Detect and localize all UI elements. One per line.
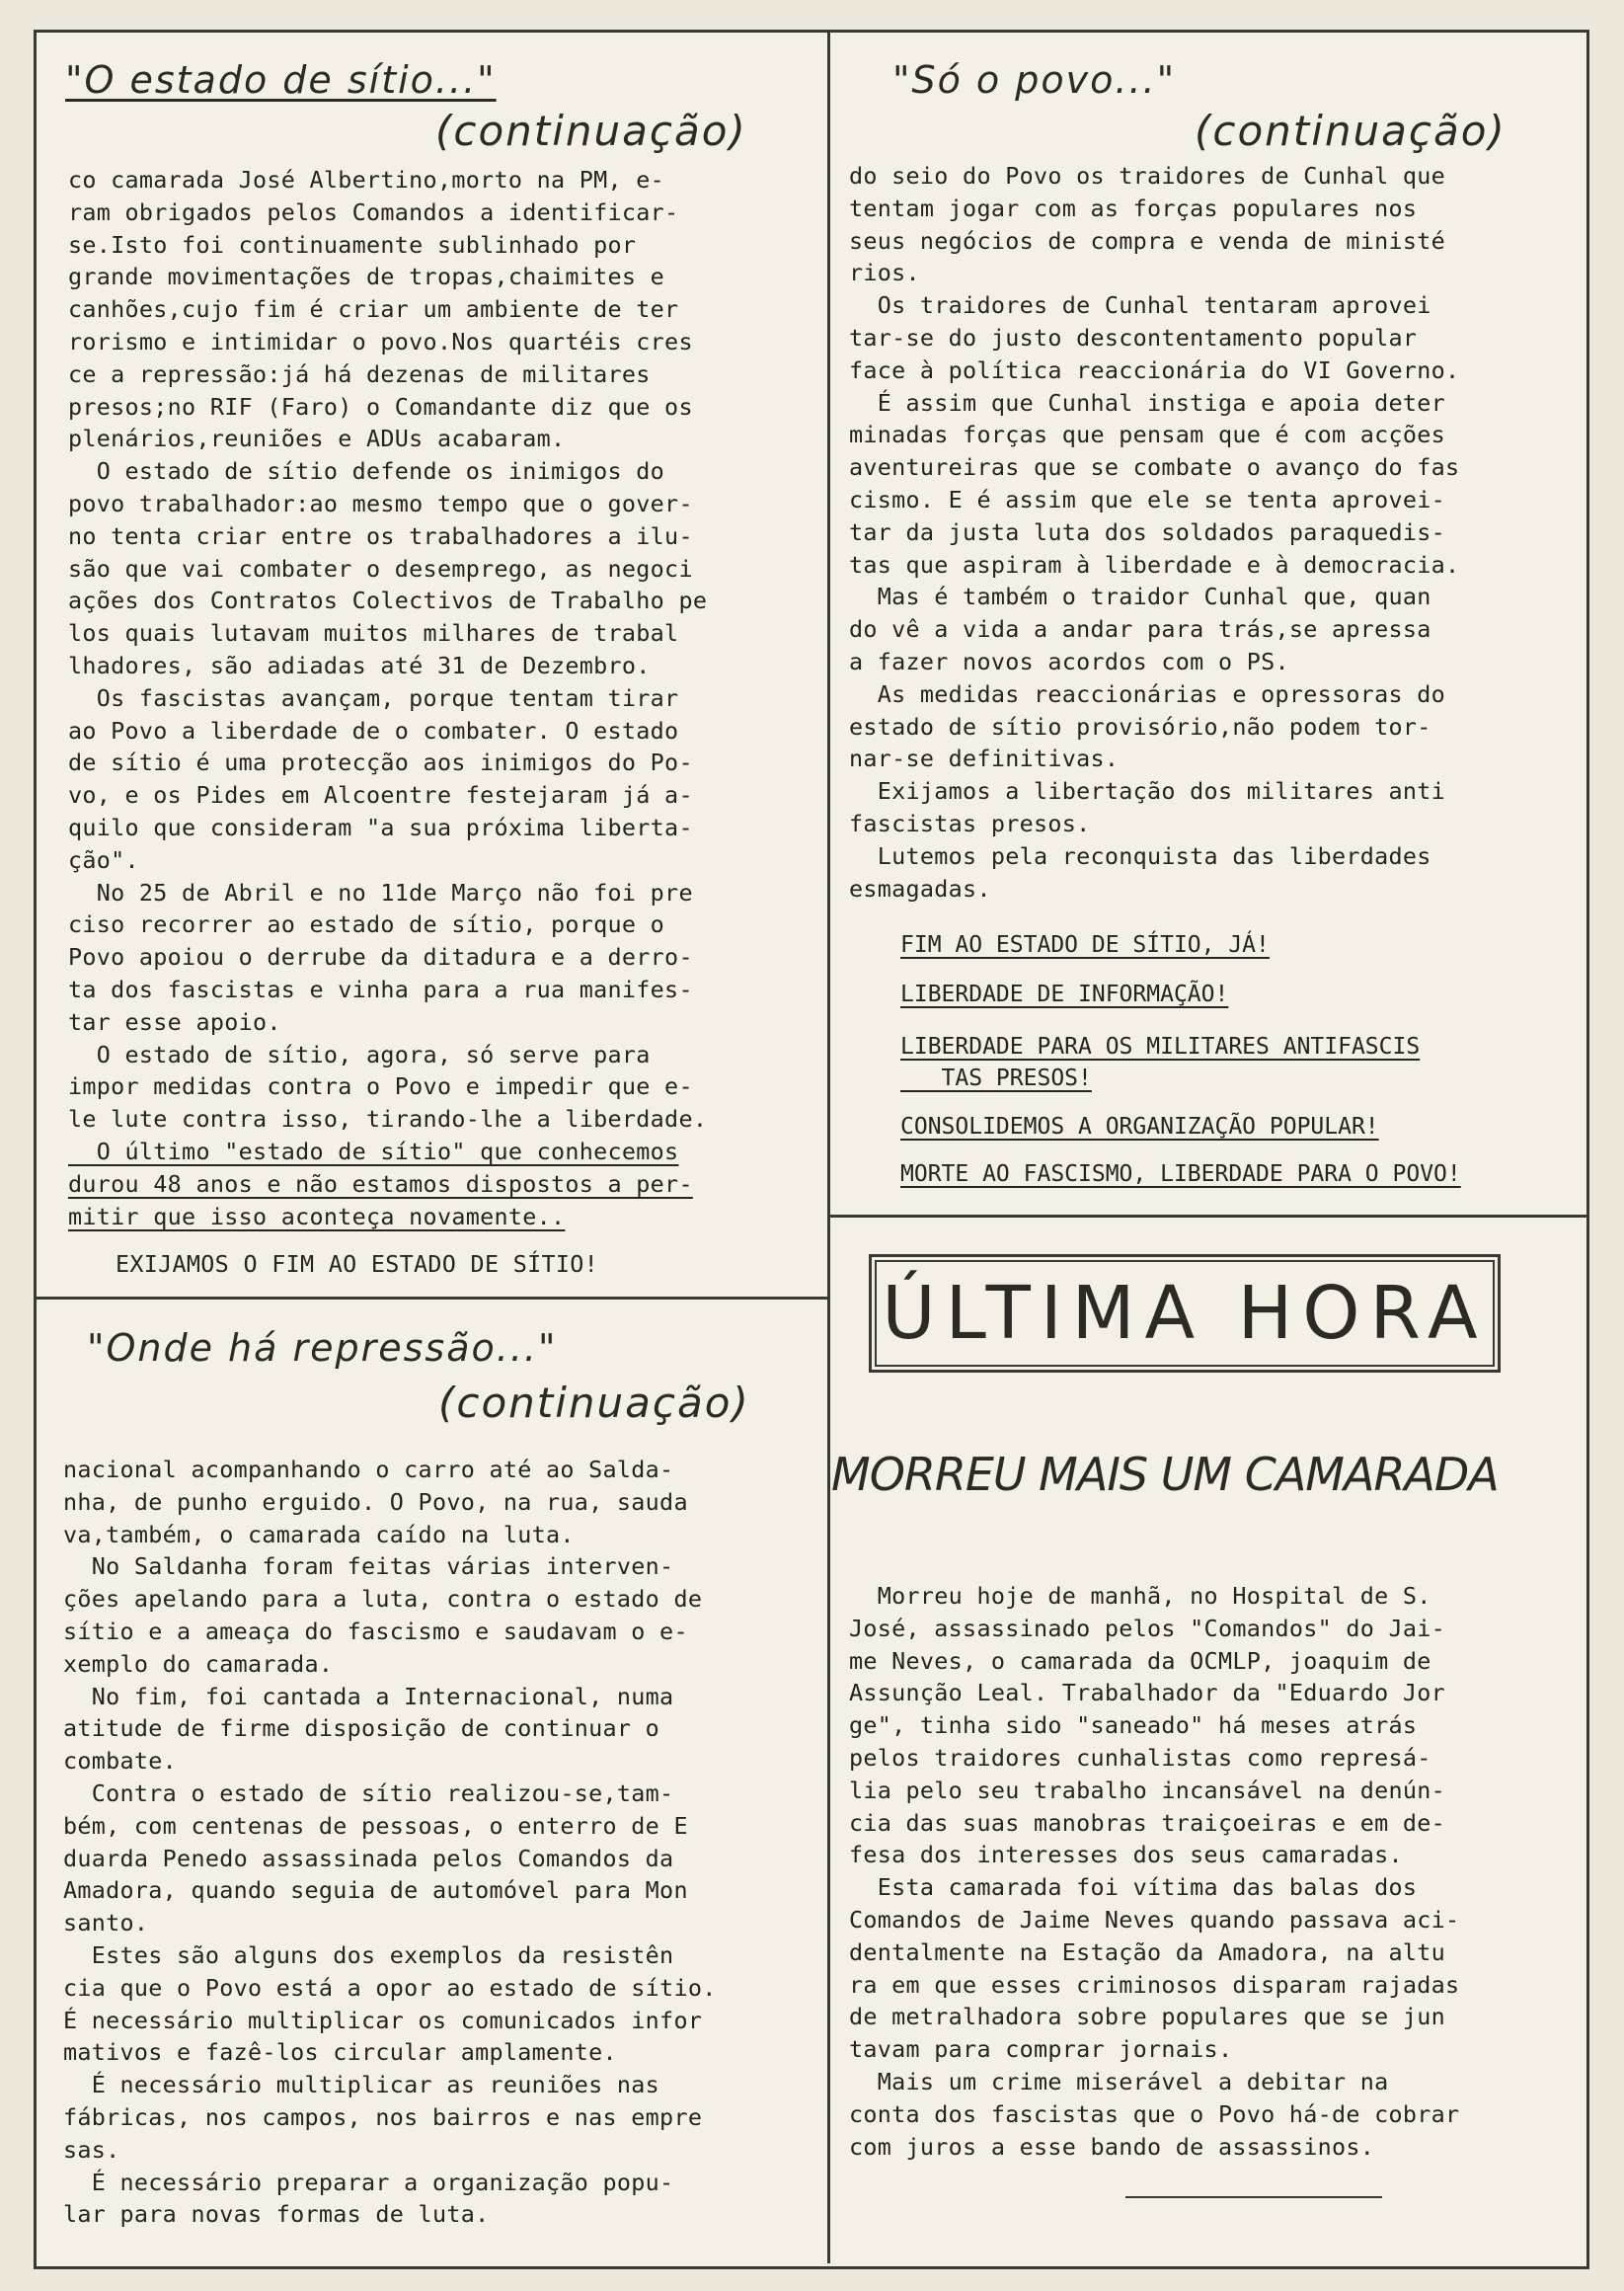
- article-ultima-hora: [849, 1580, 1580, 2163]
- slogan-liberdade-militares: LIBERDADE PARA OS MILITARES ANTIFASCIS TAS PRESOS!: [900, 1034, 1421, 1091]
- paragraph: Os traidores de Cunhal tentaram aprovei tar-se do justo descontentamento popular face à política reaccionária do VI Governo.: [849, 291, 1460, 384]
- paragraph: É necessário preparar a organização popu- lar para novas formas de luta.: [63, 2168, 674, 2229]
- closing-slogan: EXIJAMOS O FIM AO ESTADO DE SÍTIO!: [116, 1250, 598, 1279]
- paragraph: O estado de sítio, agora, só serve para impor medidas contra o Povo e impedir que e- le lute contra isso, tirando-lhe a liberdade.: [68, 1040, 708, 1134]
- section-divider-left: [34, 1297, 828, 1300]
- paragraph: Os fascistas avançam, porque tentam tirar ao Povo a liberdade de o combater. O estado de sítio é uma protecção aos inimigos do Po- vo, e os Pides em Alcoentre festejaram já a- quilo que consideram "a sua próxima liberta- ção".: [68, 683, 693, 874]
- paragraph: Estes são alguns dos exemplos da resistên cia que o Povo está a opor ao estado de sítio. É necessário multiplicar os comunicados infor mativos e fazê-los circular amplamente.: [63, 1940, 717, 2067]
- paragraph: Contra o estado de sítio realizou-se,tam- bém, com centenas de pessoas, o enterro de E duarda Penedo assassinada pelos Comandos da Amadora, quando seguia de automóvel para Mon santo.: [63, 1778, 688, 1937]
- paragraph: nacional acompanhando o carro até ao Salda- nha, de punho erguido. O Povo, na rua, sauda va,também, o camarada caído na luta.: [63, 1456, 688, 1548]
- continuation-label: (continuação): [435, 107, 747, 155]
- slogan-consolidemos: CONSOLIDEMOS A ORGANIZAÇÃO POPULAR!: [900, 1114, 1379, 1140]
- ultima-hora-banner: [869, 1254, 1501, 1373]
- slogan-liberdade-informacao: LIBERDADE DE INFORMAÇÃO!: [900, 982, 1229, 1007]
- paragraph: No fim, foi cantada a Internacional, numa atitude de firme disposição de continuar o combate.: [63, 1682, 674, 1776]
- continuation-label: (continuação): [1195, 107, 1507, 155]
- article-title: "O estado de sítio...": [65, 58, 497, 102]
- paragraph: O último "estado de sítio" que conhecemos durou 48 anos e não estamos dispostos a per- mitir que isso aconteça novamente..: [68, 1137, 693, 1230]
- continuation-label: (continuação): [438, 1379, 750, 1427]
- article-title: "Onde há repressão...": [87, 1326, 558, 1370]
- paragraph: É assim que Cunhal instiga e apoia deter minadas forças que pensam que é com acções aventureiras que se combate o avanço do fas cismo. E é assim que ele se tenta aprovei- tar da justa luta dos soldados paraquedis- tas que aspiram à liberdade e à democracia.: [849, 388, 1460, 579]
- article-title: "Só o povo...": [892, 58, 1177, 102]
- slogan-fim-estado-sitio: FIM AO ESTADO DE SÍTIO, JÁ!: [900, 932, 1270, 958]
- section-divider-right: [827, 1215, 1586, 1218]
- paragraph: Esta camarada foi vítima das balas dos Comandos de Jaime Neves quando passava aci- dentalmente na Estação da Amadora, na altu ra em que esses criminosos disparam rajadas de metralhadora sobre populares que se jun tavam para comprar jornais.: [849, 1873, 1460, 2064]
- paragraph: No 25 de Abril e no 11de Março não foi pre ciso recorrer ao estado de sítio, porque o Povo apoiou o derrube da ditadura e a derro- ta dos fascistas e vinha para a rua manifes- tar esse apoio.: [68, 878, 693, 1036]
- article-estado-de-sitio: [65, 58, 815, 1281]
- paragraph: As medidas reaccionárias e opressoras do estado de sítio provisório,não podem tor- nar-se definitivas.: [849, 679, 1446, 773]
- paragraph: Mais um crime miserável a debitar na conta dos fascistas que o Povo há-de cobrar com juros a esse bando de assassinos.: [849, 2067, 1460, 2161]
- paragraph: co camarada José Albertino,morto na PM, e- ram obrigados pelos Comandos a identificar- se.Isto foi continuamente sublinhado por grande movimentações de tropas,chaimites e canhões,cujo fim é criar um ambiente de ter rorismo e intimidar o povo.Nos quartéis cres ce a repressão:já há dezenas de militares presos;no RIF (Faro) o Comandante diz que os plenários,reuniões e ADUs acabaram.: [68, 166, 693, 453]
- article-onde-ha-repressao: [63, 1326, 819, 2231]
- paragraph: No Saldanha foram feitas várias interven- ções apelando para a luta, contra o estado de sítio e a ameaça do fascismo e saudavam o e- xemplo do camarada.: [63, 1552, 703, 1678]
- end-rule: [1125, 2196, 1382, 2198]
- paragraph: O estado de sítio defende os inimigos do povo trabalhador:ao mesmo tempo que o gover- no tenta criar entre os trabalhadores a ilu- são que vai combater o desemprego, as negoci ações dos Contratos Colectivos de Trabalho pe los quais lutavam muitos milhares de trabal lhadores, são adiadas até 31 de Dezembro.: [68, 457, 708, 679]
- paragraph: do seio do Povo os traidores de Cunhal que tentam jogar com as forças populares nos seus negócios de compra e venda de ministé rios.: [849, 162, 1446, 287]
- ultima-hora-text: ÚLTIMA HORA: [875, 1260, 1495, 1367]
- paragraph: Mas é também o traidor Cunhal que, quan do vê a vida a andar para trás,se apressa a fazer novos acordos com o PS.: [849, 583, 1431, 675]
- slogan-morte-fascismo: MORTE AO FASCISMO, LIBERDADE PARA O POVO!: [900, 1161, 1461, 1187]
- headline-morreu-camarada: MORREU MAIS UM CAMARADA: [831, 1448, 1499, 1501]
- paragraph: É necessário multiplicar as reuniões nas fábricas, nos campos, nos bairros e nas empre sas.: [63, 2071, 703, 2164]
- paragraph: Exijamos a libertação dos militares anti fascistas presos.: [849, 777, 1446, 837]
- paragraph: Lutemos pela reconquista das liberdades esmagadas.: [849, 841, 1431, 903]
- paragraph: Morreu hoje de manhã, no Hospital de S. José, assassinado pelos "Comandos" do Jai- me Neves, o camarada da OCMLP, joaquim de Assunção Leal. Trabalhador da "Eduardo Jor ge", tinha sido "saneado" há meses atrás pelos traidores cunhalistas como represá- lia pelo seu trabalho incansável na denún- cia das suas manobras traiçoeiras e em de- fesa dos interesses dos seus camaradas.: [849, 1582, 1446, 1869]
- article-so-o-povo: [847, 58, 1578, 905]
- column-divider: [827, 32, 830, 2263]
